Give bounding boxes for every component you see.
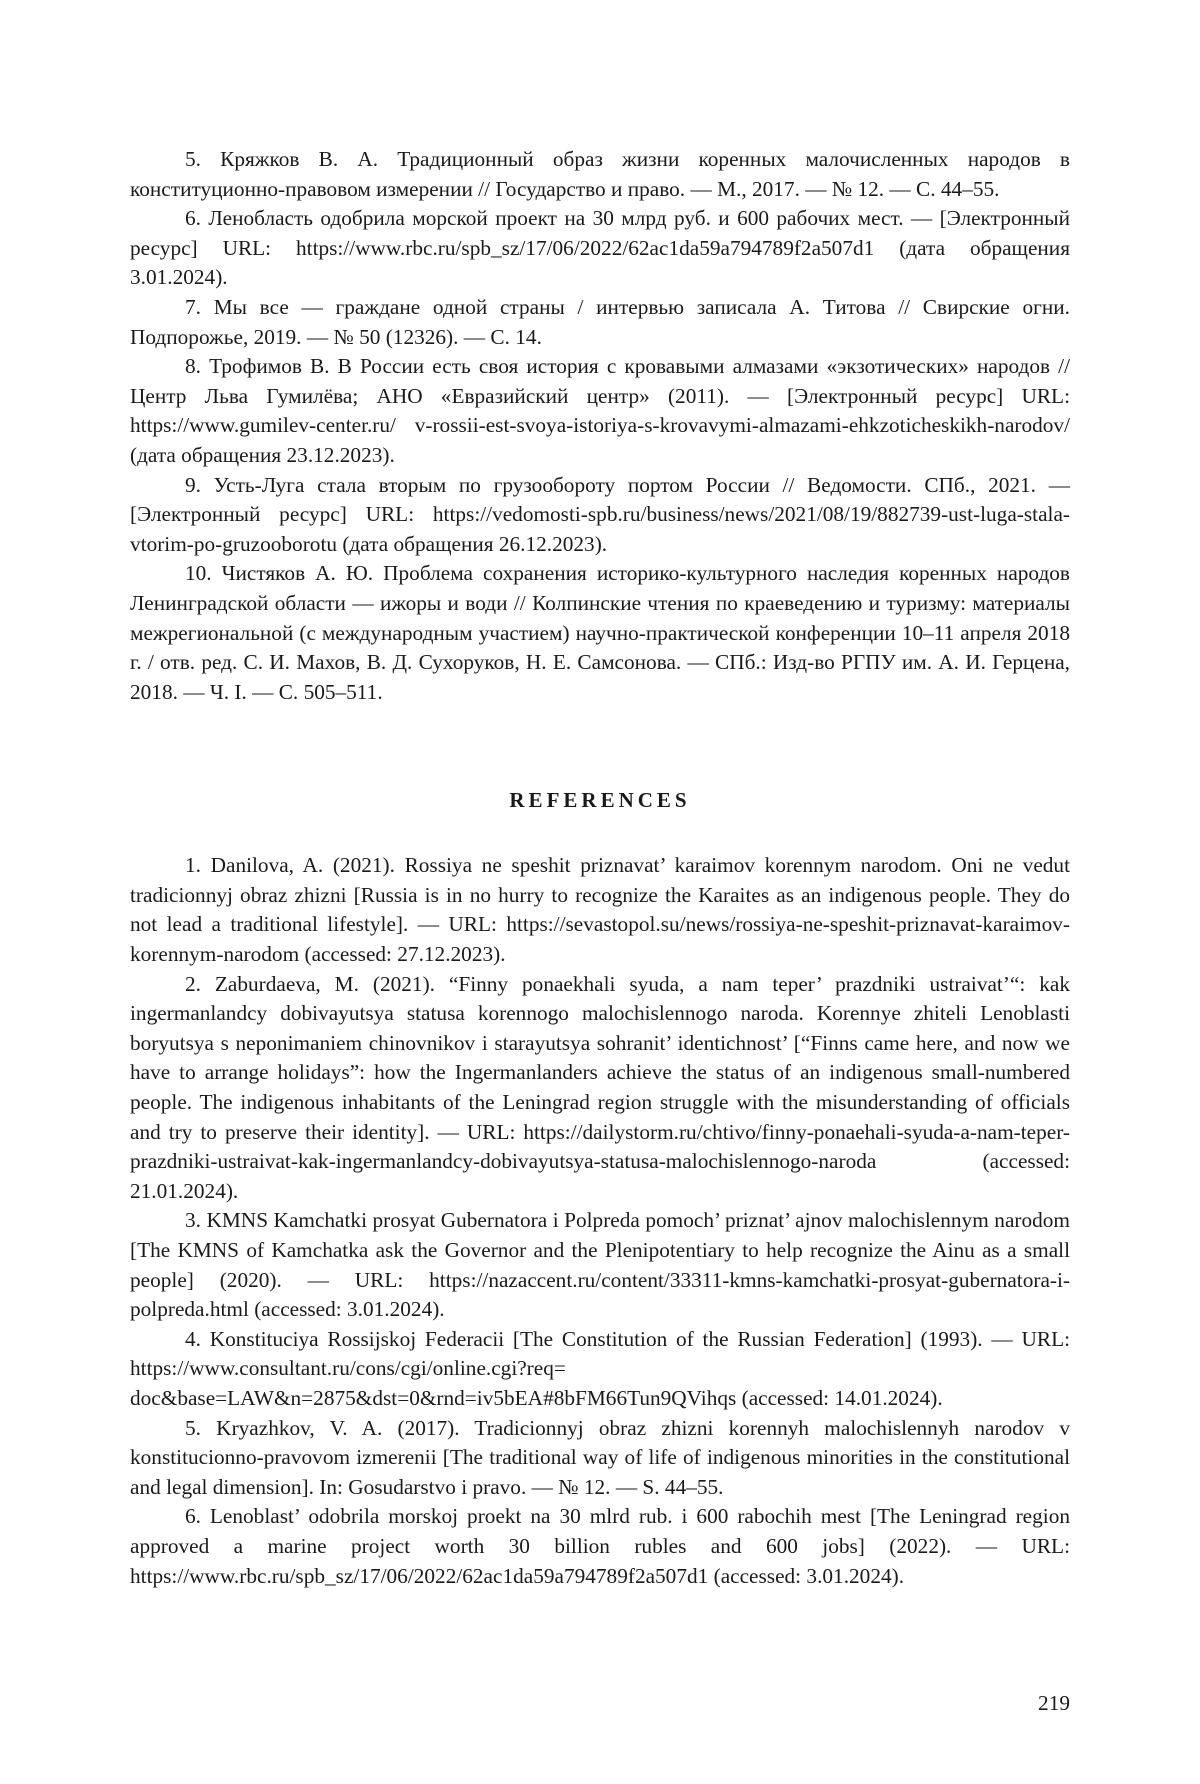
reference-item: 5. Кряжков В. А. Традиционный образ жизни коренных малочисленных народов в конституционно-правовом измерении // Государство и право. — М., 2017. — № 12. — С. 44–55. bbox=[130, 147, 1070, 201]
russian-reference-list bbox=[130, 145, 1070, 707]
reference-item: 6. Lenoblast’ odobrila morskoj proekt na 30 mlrd rub. i 600 rabochih mest [The Leningrad region approved a marine project worth 30 billion rubles and 600 jobs] (2022). — URL: https://www.rbc.ru/spb_sz/17/06/2022/62ac1da59a794789f2a507d1 (accessed: 3.01.2024). bbox=[130, 1504, 1070, 1588]
reference-item: 6. Ленобласть одобрила морской проект на 30 млрд руб. и 600 рабочих мест. — [Электронный ресурс] URL: https://www.rbc.ru/spb_sz/17/06/2022/62ac1da59a794789f2a507d1 (дата обращения 3.01.2024). bbox=[130, 206, 1070, 290]
reference-item: 9. Усть-Луга стала вторым по грузообороту портом России // Ведомости. СПб., 2021. — [Электронный ресурс] URL: https://vedomosti-spb.ru/business/news/2021/08/19/882739-ust-luga-stala-vtorim-po-gruzooborotu (дата обращения 26.12.2023). bbox=[130, 472, 1070, 556]
reference-item: 5. Kryazhkov, V. A. (2017). Tradicionnyj obraz zhizni korennyh malochislennyh narodov v konstitucionno-pravovom izmerenii [The traditional way of life of indigenous minorities in the constitutional and legal dimension]. In: Gosudarstvo i pravo. — № 12. — S. 44–55. bbox=[130, 1415, 1070, 1499]
reference-item: 1. Danilova, A. (2021). Rossiya ne speshit priznavat’ karaimov korennym narodom. Oni ne vedut tradicionnyj obraz zhizni [Russia is in no hurry to recognize the Karaites as an indigenous people. They do not lead a traditional lifestyle]. — URL: https://sevastopol.su/news/rossiya-ne-speshit-priznavat-karaimov-korennym-narodom (accessed: 27.12.2023). bbox=[130, 853, 1070, 967]
page-content bbox=[130, 145, 1070, 1591]
english-reference-list bbox=[130, 851, 1070, 1591]
references-heading: REFERENCES bbox=[509, 788, 691, 813]
page-number: 219 bbox=[1038, 1691, 1070, 1715]
reference-item: 3. KMNS Kamchatki prosyat Gubernatora i Polpreda pomoch’ priznat’ ajnov malochislennym narodom [The KMNS of Kamchatka ask the Governor and the Plenipotentiary to help recognize the Ainu as a small people] (2020). — URL: https://nazaccent.ru/content/33311-kmns-kamchatki-prosyat-gubernatora-i-polpreda.html (accessed: 3.01.2024). bbox=[130, 1208, 1070, 1322]
reference-item: 8. Трофимов В. В России есть своя история с кровавыми алмазами «экзотических» народов // Центр Льва Гумилёва; АНО «Евразийский центр» (2011). — [Электронный ресурс] URL: https://www.gumilev-center.ru/ v-rossii-est-svoya-istoriya-s-krovavymi-almazami-ehkzoticheskikh-narodov/ (дата обращения 23.12.2023). bbox=[130, 354, 1070, 467]
reference-item: 2. Zaburdaeva, M. (2021). “Finny ponaekhali syuda, a nam teper’ prazdniki ustraivat’“: kak ingermanlandcy dobivayutsya statusa korennogo malochislennogo naroda. Korennye zhiteli Lenoblasti boryutsya s neponimaniem chinovnikov i starayutsya sohranit’ identichnost’ [“Finns came here, and now we have to arrange holidays”: how the Ingermanlanders achieve the status of an indigenous small-numbered people. The indigenous inhabitants of the Leningrad region struggle with the misunderstanding of officials and try to preserve their identity]. — URL: https://dailystorm.ru/chtivo/finny-ponaehali-syuda-a-nam-teper-prazdniki-ustraivat-kak-ingermanlandcy-dobivayutsya-statusa-malochislennogo-naroda (accessed: 21.01.2024). bbox=[130, 971, 1070, 1203]
reference-item: 4. Konstituciya Rossijskoj Federacii [The Constitution of the Russian Federation] (1993). — URL: https://www.consultant.ru/cons/cgi/online.cgi?req= doc&base=LAW&n=2875&dst=0&rnd=iv5bEA#8bFM66Tun9QVihqs (accessed: 14.01.2024). bbox=[130, 1326, 1070, 1410]
reference-item: 7. Мы все — граждане одной страны / интервью записала А. Титова // Свирские огни. Подпорожье, 2019. — № 50 (12326). — С. 14. bbox=[130, 294, 1070, 349]
reference-item: 10. Чистяков А. Ю. Проблема сохранения историко-культурного наследия коренных народов Ленинградской области — ижоры и води // Колпинские чтения по краеведению и туризму: материалы межрегиональной (с международным участием) научно-практической конференции 10–11 апреля 2018 г. / отв. ред. С. И. Махов, В. Д. Сухоруков, Н. Е. Самсонова. — СПб.: Изд-во РГПУ им. А. И. Герцена, 2018. — Ч. I. — С. 505–511. bbox=[130, 561, 1070, 704]
